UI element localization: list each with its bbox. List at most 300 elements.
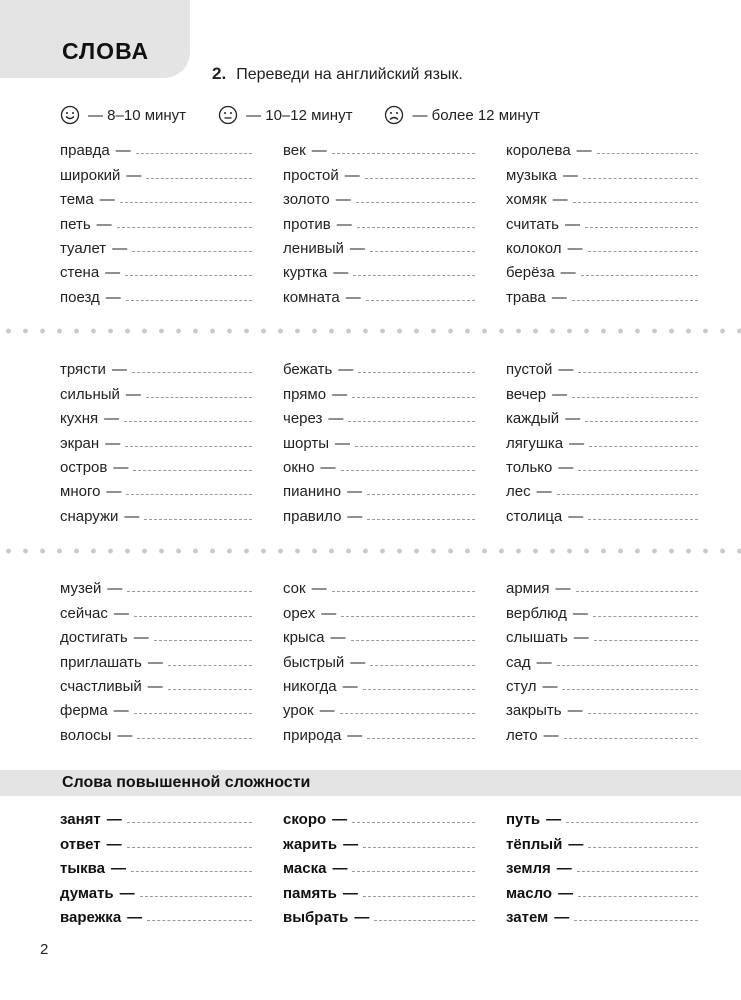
word: природа [283,726,342,744]
word-row [283,902,506,926]
word: лес [506,483,531,501]
word-row [283,671,506,695]
word-column [283,573,506,744]
answer-blank[interactable] [367,493,475,495]
answer-blank[interactable] [593,615,698,617]
dash: — [564,215,580,233]
word-column [283,354,506,525]
word: жарить [283,835,338,853]
sad-face-icon [384,105,404,125]
dash: — [343,835,359,853]
word: путь [506,811,541,829]
word-row [506,403,700,427]
word: маска [283,860,327,878]
dash: — [332,385,348,403]
dash: — [573,629,589,647]
word: сад [506,653,531,671]
word-grid [60,135,700,306]
answer-blank[interactable] [124,420,252,422]
answer-blank[interactable] [125,445,252,447]
answer-blank[interactable] [127,821,252,823]
answer-blank[interactable] [585,420,698,422]
word-block-3 [60,573,700,744]
word: крыса [283,629,325,647]
dash: — [147,653,163,671]
answer-blank[interactable] [140,895,252,897]
dash: — [543,726,559,744]
word: хомяк [506,191,547,209]
dash: — [567,239,583,257]
word: трясти [60,361,106,379]
dash: — [558,458,574,476]
dash: — [96,215,112,233]
answer-blank[interactable] [585,226,698,228]
word: лягушка [506,434,564,452]
word-row [506,719,700,743]
answer-blank[interactable] [340,712,475,714]
word-row [60,257,283,281]
word-row [283,354,506,378]
answer-blank[interactable] [351,639,475,641]
word: берёза [506,264,555,282]
answer-blank[interactable] [341,615,475,617]
word: снаружи [60,507,119,525]
answer-blank[interactable] [144,518,252,520]
word-column [506,354,700,525]
word-row [60,719,283,743]
word: урок [283,702,314,720]
word-row [60,354,283,378]
word-row [506,573,700,597]
word: приглашать [60,653,142,671]
answer-blank[interactable] [133,469,252,471]
word: вечер [506,385,547,403]
word-column [506,135,700,306]
answer-blank[interactable] [374,919,475,921]
dash: — [321,604,337,622]
dash: — [111,361,127,379]
dotted-divider [0,548,741,554]
dash: — [560,264,576,282]
word-row [283,427,506,451]
timing-medium-label: — 10–12 минут [246,106,353,124]
word-row [283,877,506,901]
answer-blank[interactable] [358,371,475,373]
smile-face-icon [60,105,80,125]
dash: — [115,142,131,160]
word: против [283,215,331,233]
word: стена [60,264,100,282]
word: счастливый [60,677,142,695]
word-row [60,853,283,877]
word-row [283,828,506,852]
answer-blank[interactable] [365,177,475,179]
word-row [60,902,283,926]
answer-blank[interactable] [332,152,475,154]
word-row [60,828,283,852]
answer-blank[interactable] [589,445,698,447]
answer-blank[interactable] [120,201,252,203]
dash: — [562,166,578,184]
word-row [506,597,700,621]
dash: — [569,434,585,452]
word: никогда [283,677,337,695]
dash: — [347,726,363,744]
word: комната [283,288,340,306]
word-row [506,281,700,305]
word: сок [283,580,306,598]
word: пустой [506,361,553,379]
answer-blank[interactable] [352,821,475,823]
dash: — [558,361,574,379]
word-row [506,622,700,646]
word: музыка [506,166,557,184]
word-row [60,476,283,500]
timing-fast [60,105,186,125]
word-row [506,257,700,281]
answer-blank[interactable] [572,396,698,398]
answer-blank[interactable] [137,737,252,739]
dash: — [330,629,346,647]
timing-medium [218,105,352,125]
answer-blank[interactable] [574,919,698,921]
word: верблюд [506,604,567,622]
answer-blank[interactable] [146,177,252,179]
answer-blank[interactable] [131,870,252,872]
word-row [506,646,700,670]
answer-blank[interactable] [366,299,475,301]
answer-blank[interactable] [357,226,475,228]
word-row [60,671,283,695]
word: тыква [60,860,106,878]
word-row [60,159,283,183]
word: век [283,142,306,160]
answer-blank[interactable] [562,688,698,690]
dash: — [332,860,348,878]
answer-blank[interactable] [134,615,252,617]
word-row [60,646,283,670]
word-row [283,135,506,159]
word: куртка [283,264,328,282]
answer-blank[interactable] [353,274,475,276]
answer-blank[interactable] [588,518,698,520]
word-column [60,804,283,926]
answer-blank[interactable] [578,895,698,897]
dash: — [568,507,584,525]
word-row [60,573,283,597]
dash: — [113,604,129,622]
answer-blank[interactable] [146,396,252,398]
dash: — [572,604,588,622]
dash: — [347,507,363,525]
dash: — [551,288,567,306]
dash: — [344,166,360,184]
answer-blank[interactable] [168,664,252,666]
answer-blank[interactable] [572,299,698,301]
dash: — [113,458,129,476]
answer-blank[interactable] [132,250,252,252]
answer-blank[interactable] [332,590,475,592]
answer-blank[interactable] [363,688,475,690]
dash: — [124,507,140,525]
dash: — [311,142,327,160]
answer-blank[interactable] [594,639,698,641]
dash: — [113,702,129,720]
dash: — [354,908,370,926]
word-row [283,452,506,476]
dash: — [555,580,571,598]
answer-blank[interactable] [573,201,698,203]
dash: — [542,677,558,695]
word: ответ [60,835,101,853]
answer-blank[interactable] [370,250,475,252]
answer-blank[interactable] [564,737,698,739]
word-row [60,452,283,476]
dash: — [338,361,354,379]
word-row [283,853,506,877]
word: остров [60,458,108,476]
dash: — [125,385,141,403]
answer-blank[interactable] [348,420,475,422]
word: скоро [283,811,327,829]
word-row [283,184,506,208]
word: правда [60,142,110,160]
answer-blank[interactable] [363,895,475,897]
word-row [506,135,700,159]
word: сейчас [60,604,108,622]
word: правило [283,507,342,525]
answer-blank[interactable] [576,590,699,592]
word: пианино [283,483,342,501]
word: широкий [60,166,121,184]
dash: — [105,434,121,452]
word: королева [506,142,571,160]
word-row [60,622,283,646]
word: думать [60,884,114,902]
dash: — [335,191,351,209]
word-row [60,403,283,427]
dash: — [536,653,552,671]
answer-blank[interactable] [352,396,475,398]
word-column [506,804,700,926]
dash: — [106,483,122,501]
word-row [283,719,506,743]
word: столица [506,507,563,525]
word: только [506,458,553,476]
word-row [60,184,283,208]
word: стул [506,677,537,695]
timing-legend [60,103,700,127]
answer-blank[interactable] [588,846,698,848]
word: ферма [60,702,108,720]
dash: — [565,410,581,428]
advanced-word-block [60,804,700,926]
dash: — [106,835,122,853]
dash: — [333,264,349,282]
answer-blank[interactable] [147,919,252,921]
answer-blank[interactable] [578,371,698,373]
answer-blank[interactable] [127,590,252,592]
answer-blank[interactable] [566,821,698,823]
word: бежать [283,361,333,379]
dash: — [111,860,127,878]
answer-blank[interactable] [154,639,252,641]
word-row [283,378,506,402]
word: считать [506,215,559,233]
answer-blank[interactable] [352,870,475,872]
word-row [506,671,700,695]
answer-blank[interactable] [583,177,698,179]
word-row [283,208,506,232]
dash: — [335,434,351,452]
word-column [283,135,506,306]
word-row [283,695,506,719]
task-text: Переведи на английский язык. [236,66,463,83]
word-row [60,281,283,305]
word-row [60,597,283,621]
word-row [506,695,700,719]
answer-blank[interactable] [356,201,475,203]
word: сильный [60,385,120,403]
word-block-2 [60,354,700,525]
word: достигать [60,629,128,647]
word-row [506,184,700,208]
word-row [283,573,506,597]
answer-blank[interactable] [597,152,698,154]
answer-blank[interactable] [578,469,698,471]
dash: — [558,884,574,902]
word-grid [60,573,700,744]
dash: — [336,215,352,233]
timing-fast-label: — 8–10 минут [88,106,187,124]
word-row [60,695,283,719]
word-row [506,476,700,500]
word-row [283,257,506,281]
word-row [60,877,283,901]
word-grid [60,354,700,525]
word: шорты [283,434,330,452]
dash: — [117,726,133,744]
word: трава [506,288,546,306]
word: затем [506,908,549,926]
dotted-divider [0,328,741,334]
word: кухня [60,410,99,428]
word: простой [283,166,339,184]
word-row [506,877,700,901]
dash: — [350,653,366,671]
dash: — [342,677,358,695]
page-number: 2 [40,941,49,958]
word: окно [283,458,315,476]
word-row [283,233,506,257]
answer-blank[interactable] [367,518,475,520]
word-row [60,427,283,451]
word-row [506,452,700,476]
answer-blank[interactable] [132,371,252,373]
word: выбрать [283,908,349,926]
dash: — [105,288,121,306]
answer-blank[interactable] [367,737,475,739]
answer-blank[interactable] [127,846,252,848]
word-row [283,159,506,183]
word: колокол [506,239,562,257]
word-row [283,403,506,427]
word-row [283,622,506,646]
word-block-1 [60,135,700,306]
dash: — [126,166,142,184]
word-row [60,233,283,257]
word-column [60,135,283,306]
answer-blank[interactable] [557,493,698,495]
word: варежка [60,908,122,926]
dash: — [328,410,344,428]
word-grid [60,804,700,926]
word: ленивый [283,239,344,257]
word: золото [283,191,330,209]
word: армия [506,580,550,598]
answer-blank[interactable] [136,152,252,154]
section-title: СЛОВА [62,38,150,64]
answer-blank[interactable] [341,469,475,471]
answer-blank[interactable] [125,274,252,276]
answer-blank[interactable] [117,226,252,228]
word-row [60,378,283,402]
word-row [60,500,283,524]
answer-blank[interactable] [581,274,698,276]
answer-blank[interactable] [370,664,475,666]
answer-blank[interactable] [363,846,475,848]
answer-blank[interactable] [557,664,698,666]
neutral-face-icon [218,105,238,125]
word: прямо [283,385,327,403]
word-row [506,233,700,257]
answer-blank[interactable] [126,493,252,495]
dash: — [105,264,121,282]
word: петь [60,215,91,233]
word-column [506,573,700,744]
word: закрыть [506,702,562,720]
answer-blank[interactable] [577,870,698,872]
answer-blank[interactable] [588,712,698,714]
dash: — [127,908,143,926]
answer-blank[interactable] [588,250,698,252]
word: каждый [506,410,560,428]
word-column [283,804,506,926]
word-row [283,281,506,305]
word: земля [506,860,551,878]
dash: — [112,239,128,257]
word-row [506,378,700,402]
dash: — [347,483,363,501]
word: много [60,483,101,501]
word-row [60,208,283,232]
answer-blank[interactable] [134,712,252,714]
word-column [60,354,283,525]
dash: — [567,702,583,720]
answer-blank[interactable] [355,445,475,447]
dash: — [345,288,361,306]
answer-blank[interactable] [168,688,252,690]
dash: — [552,385,568,403]
timing-slow-label: — более 12 минут [412,106,541,124]
dash: — [104,410,120,428]
dash: — [320,458,336,476]
word: музей [60,580,102,598]
word-row [506,159,700,183]
word-row [506,500,700,524]
word-row [60,135,283,159]
answer-blank[interactable] [126,299,252,301]
